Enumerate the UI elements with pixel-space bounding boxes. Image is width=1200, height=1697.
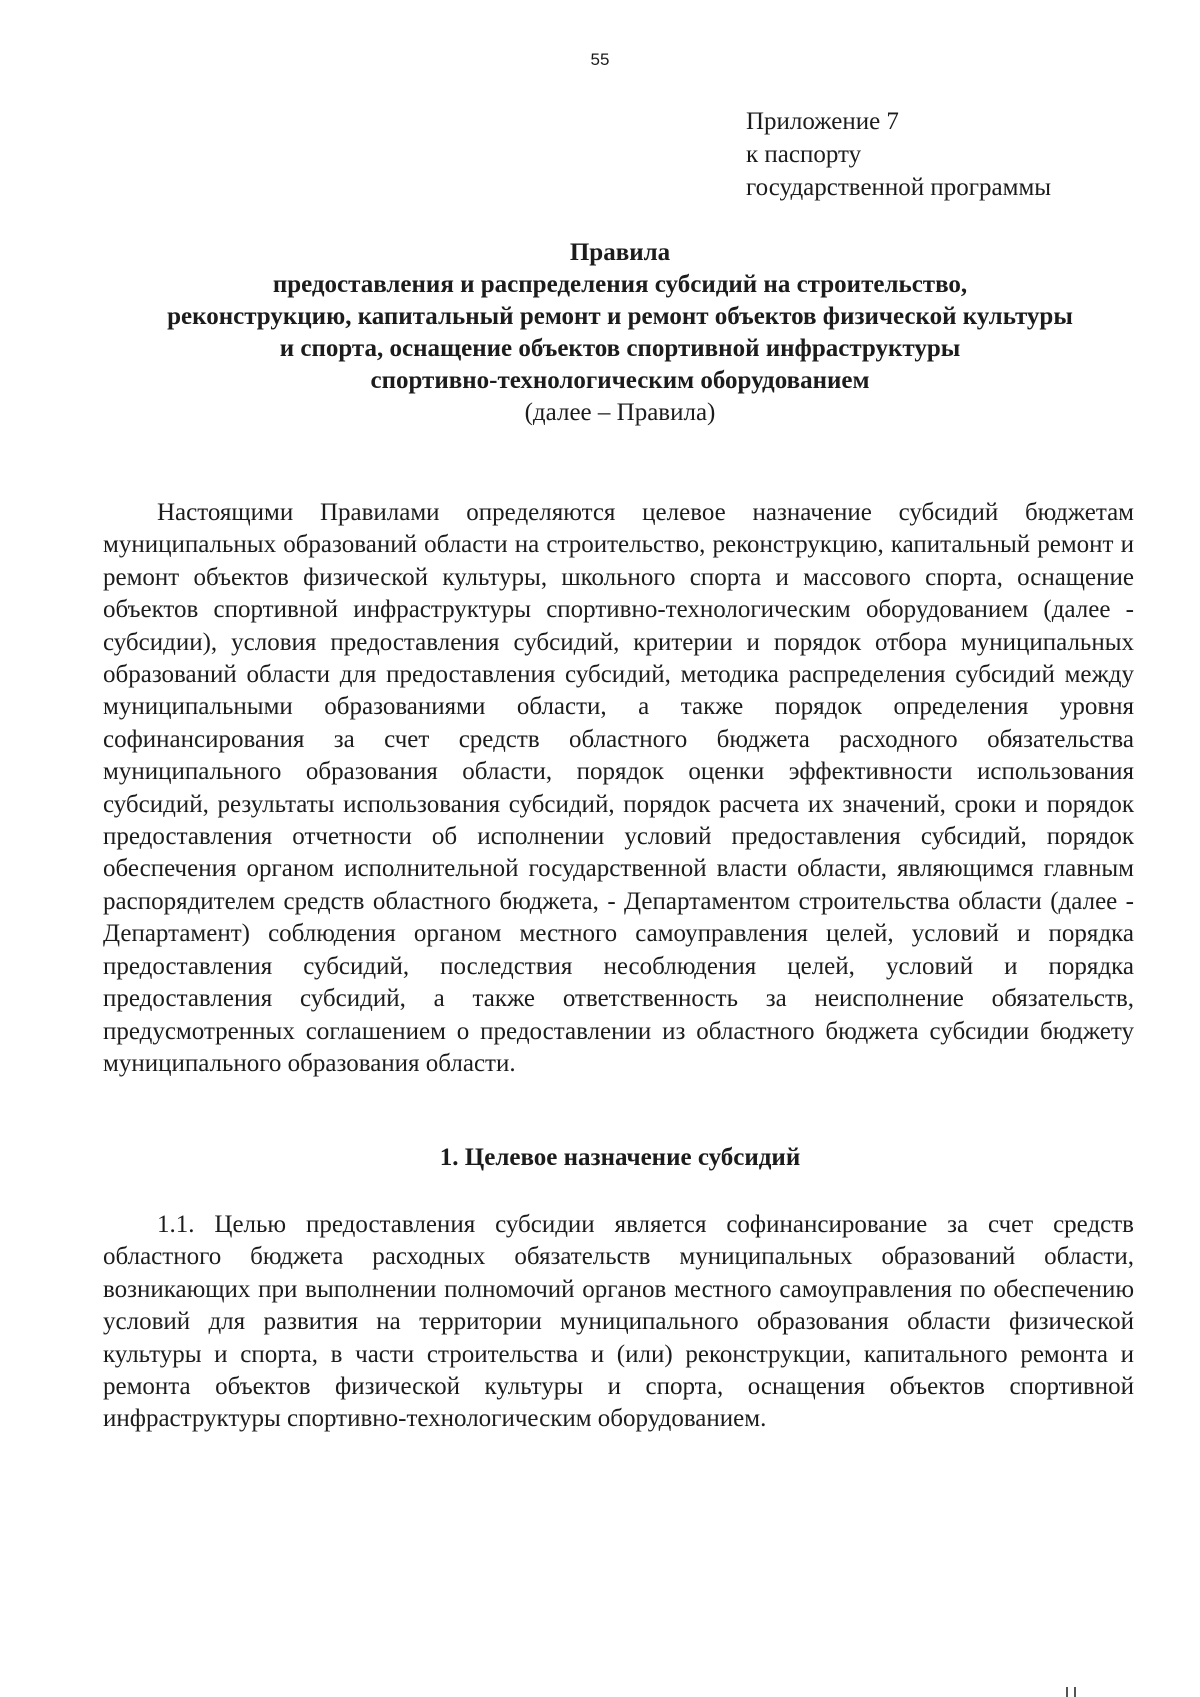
intro-paragraph: Настоящими Правилами определяются целевое назначение субсидий бюджетам муниципальных образований области на строительство, реконструкцию, капитальный ремонт и ремонт объектов физической культуры, школьного спорта и массового спорта, оснащение объектов спортивной инфраструктуры спортивно-технологическим оборудованием (далее - субсидии), условия предоставления субсидий, критерии и порядок отбора муниципальных образований области для предоставления субсидий, методика распределения субсидий между муниципальными образованиями области, а также порядок определения уровня софинансирования за счет средств областного бюджета расходного обязательства муниципального образования области, порядок оценки эффективности использования субсидий, результаты использования субсидий, порядок расчета их значений, сроки и порядок предоставления отчетности об исполнении условий предоставления субсидий, порядок обеспечения органом исполнительной государственной власти области, являющимся главным распорядителем средств областного бюджета, - Департаментом строительства области (далее - Департамент) соблюдения органом местного самоуправления целей, условий и порядка предоставления субсидий, последствия несоблюдения целей, условий и порядка предоставления субсидий, а также ответственность за неисполнение обязательств, предусмотренных соглашением о предоставлении из областного бюджета субсидии бюджету муниципального образования области. [103, 499, 1134, 1077]
appendix-note [746, 105, 1051, 204]
paragraph-1-1: 1.1. Целью предоставления субсидии является софинансирование за счет средств областного бюджета расходных обязательств муниципальных образований области, возникающих при выполнении полномочий органов местного самоуправления по обеспечению условий для развития на территории муниципального образования области физической культуры и спорта, в части строительства и (или) реконструкции, капитального ремонта и ремонта объектов физической культуры и спорта, оснащения объектов спортивной инфраструктуры спортивно-технологическим оборудованием. [103, 1211, 1134, 1433]
appendix-line-3: государственной программы [746, 174, 1052, 201]
section-1-heading: 1. Целевое назначение субсидий [439, 1144, 801, 1171]
title-line-3: реконструкцию, капитальный ремонт и ремонт объектов физической культуры [167, 303, 1073, 330]
scan-edge-mark [1066, 1687, 1068, 1697]
appendix-line-2: к паспорту [746, 141, 862, 168]
title-subtitle: (далее – Правила) [524, 399, 716, 426]
scan-edge-mark [1074, 1687, 1076, 1697]
document-title [90, 237, 1150, 429]
title-line-2: предоставления и распределения субсидий на строительство, [272, 271, 968, 298]
title-line-1: Правила [569, 239, 671, 266]
title-line-4: и спорта, оснащение объектов спортивной инфраструктуры [279, 335, 961, 362]
appendix-line-1: Приложение 7 [746, 108, 899, 135]
title-line-5: спортивно-технологическим оборудованием [370, 367, 870, 394]
page-number: 55 [590, 50, 610, 69]
